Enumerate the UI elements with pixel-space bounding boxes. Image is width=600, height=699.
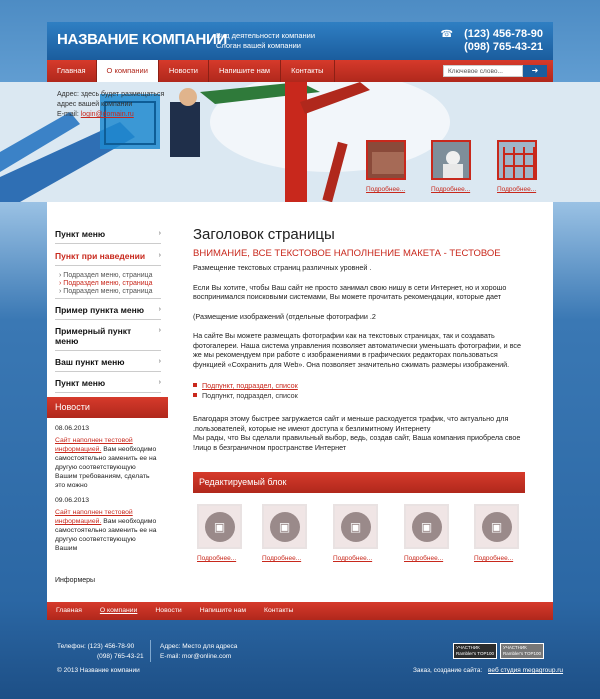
sidebar-item-1[interactable] bbox=[55, 226, 161, 244]
gallery-more-link[interactable]: Подробнее... bbox=[333, 555, 373, 562]
studio-link[interactable]: веб студия megagroup.ru bbox=[488, 667, 564, 674]
footer-email: E-mail: mor@online.com bbox=[160, 653, 232, 660]
footer-phone-1: (123) 456-78-90 bbox=[87, 643, 135, 650]
sidebar-item-label: Пункт при наведении bbox=[55, 251, 146, 261]
news-link[interactable]: Сайт наполнен тестовой bbox=[55, 437, 133, 444]
gallery-item-3[interactable] bbox=[333, 504, 378, 562]
header bbox=[47, 22, 553, 60]
news-item-1 bbox=[55, 424, 159, 490]
paragraph-5: Благодаря этому быстрее загружается сайт и меньше расходуется трафик, что актуально для .пользователей, которые не имеют доступа к безлимитному Интернету bbox=[193, 414, 509, 433]
gallery-image bbox=[333, 504, 378, 549]
email-label: E-mail: bbox=[57, 111, 79, 118]
list-item: Подпункт, подраздел, список bbox=[193, 391, 523, 400]
nav-item-contacts[interactable]: Контакты bbox=[281, 60, 334, 82]
chevron-right-icon: › bbox=[158, 252, 161, 259]
footer-contacts bbox=[160, 642, 237, 662]
footer-nav-write[interactable]: Напишите нам bbox=[199, 607, 247, 614]
copyright: © 2013 Название компании bbox=[57, 667, 140, 674]
sidebar-item-label-2: меню bbox=[55, 336, 79, 346]
sidebar-item-label: Пример пункта меню bbox=[55, 305, 145, 315]
nav-item-write[interactable]: Напишите нам bbox=[209, 60, 281, 82]
footer-nav-contacts[interactable]: Контакты bbox=[264, 607, 294, 614]
gallery-item-1[interactable] bbox=[197, 504, 242, 562]
alert-heading: ВНИМАНИЕ, ВСЕ ТЕКСТОВОЕ НАПОЛНЕНИЕ МАКЕТА - ТЕСТОВОЕ bbox=[193, 248, 501, 259]
footer-nav-about[interactable]: О компании bbox=[99, 607, 138, 614]
nav-item-about[interactable]: О компании bbox=[97, 60, 159, 82]
paragraph-6: Мы рады, что Вы сделали правильный выбор, ведь, создав сайт, Ваша компания приобрела свое !лицо в безграничном пространстве Интернет bbox=[193, 433, 521, 452]
header-phone-2: (098) 765-43-21 bbox=[464, 41, 543, 53]
phone-icon: ☎ bbox=[440, 29, 453, 40]
sidebar-subitem-2[interactable]: › Подраздел меню, страница bbox=[59, 280, 153, 287]
sidebar-subitem-3[interactable]: › Подраздел меню, страница bbox=[59, 288, 153, 295]
chevron-right-icon: › bbox=[158, 306, 161, 313]
news-link-2[interactable]: информацией. bbox=[55, 446, 102, 453]
news-text: Вам необходимо самостоятельно заменить ее на другую соответствующую Вашим требованиям, сделать это можно bbox=[55, 446, 157, 489]
sidebar-item-3[interactable] bbox=[55, 302, 161, 320]
sidebar-menu bbox=[55, 226, 161, 393]
hero-thumb-2[interactable] bbox=[431, 140, 471, 193]
gallery-more-link[interactable]: Подробнее... bbox=[474, 555, 514, 562]
sidebar-item-6[interactable] bbox=[55, 375, 161, 393]
address-line-1: Адрес: здесь будет размещаться bbox=[57, 91, 165, 98]
thumb-image bbox=[497, 140, 537, 180]
news-link-2[interactable]: информацией. bbox=[55, 518, 102, 525]
hero-banner bbox=[0, 82, 600, 202]
sidebar-item-label: Пункт меню bbox=[55, 378, 106, 388]
chevron-right-icon: › bbox=[158, 327, 161, 334]
gallery-image bbox=[474, 504, 519, 549]
search-input[interactable]: Ключевое слово... bbox=[443, 65, 523, 77]
paragraph-1: Размещение текстовых страниц различных уровней . bbox=[193, 263, 372, 272]
address-line-2: адрес вашей компании bbox=[57, 101, 133, 108]
sidebar-item-label: Пункт меню bbox=[55, 229, 106, 239]
page-title: Заголовок страницы bbox=[193, 226, 335, 243]
nav-item-news[interactable]: Новости bbox=[159, 60, 209, 82]
gallery-item-4[interactable] bbox=[404, 504, 449, 562]
news-text: Вам необходимо самостоятельно заменить ее на другую соответствующую Вашим bbox=[55, 518, 157, 552]
top-nav bbox=[47, 60, 553, 82]
gallery-more-link[interactable]: Подробнее... bbox=[197, 555, 237, 562]
camera-icon: ▣ bbox=[412, 512, 442, 542]
paragraph-3: (Размещение изображений (отдельные фотографии .2 bbox=[193, 311, 376, 321]
camera-icon: ▣ bbox=[482, 512, 512, 542]
footer-phone-2: (098) 765-43-21 bbox=[97, 653, 144, 660]
thumb-more-link[interactable]: Подробнее... bbox=[431, 186, 471, 193]
sidebar-subitem-1[interactable]: › Подраздел меню, страница bbox=[59, 272, 153, 279]
footer-divider bbox=[150, 640, 151, 662]
arrow-right-icon: ➜ bbox=[531, 66, 539, 75]
footer-address: Адрес: Место для адреса bbox=[160, 643, 238, 650]
sidebar-item-label: Примерный пункт bbox=[55, 326, 132, 336]
header-phones bbox=[464, 28, 543, 54]
company-activity: Вид деятельности компании bbox=[216, 31, 316, 40]
company-logo[interactable]: НАЗВАНИЕ КОМПАНИИ bbox=[57, 31, 227, 48]
footer-order bbox=[413, 666, 563, 676]
news-date: 09.06.2013 bbox=[55, 497, 90, 504]
main-content bbox=[193, 226, 523, 452]
chevron-right-icon: › bbox=[158, 358, 161, 365]
gallery-image bbox=[404, 504, 449, 549]
thumb-more-link[interactable]: Подробнее... bbox=[497, 186, 537, 193]
gallery-more-link[interactable]: Подробнее... bbox=[262, 555, 302, 562]
thumb-more-link[interactable]: Подробнее... bbox=[366, 186, 406, 193]
gallery-item-2[interactable] bbox=[262, 504, 307, 562]
chevron-right-icon: › bbox=[158, 230, 161, 237]
news-header: Новости bbox=[47, 397, 168, 418]
nav-item-home[interactable]: Главная bbox=[47, 60, 97, 82]
camera-icon: ▣ bbox=[270, 512, 300, 542]
rambler-badge-2[interactable]: УЧАСТНИК Rambler's TOP100 bbox=[500, 643, 544, 659]
news-item-2 bbox=[55, 496, 159, 553]
rambler-badge-1[interactable]: УЧАСТНИК Rambler's TOP100 bbox=[453, 643, 497, 659]
email-line bbox=[57, 110, 164, 120]
sidebar-submenu bbox=[55, 266, 161, 299]
paragraph-2: Если Вы хотите, чтобы Ваш сайт не просто занимал свою нишу в сети Интернет, но и хорошо воспринимался поисковыми системами, Вы можете прочитать рекомендации, которые дает bbox=[193, 282, 507, 301]
gallery-item-5[interactable] bbox=[474, 504, 519, 562]
footer-phone-label: Телефон: bbox=[57, 643, 86, 650]
hero-thumb-3[interactable] bbox=[497, 140, 537, 193]
email-link[interactable]: login@domain.ru bbox=[80, 111, 134, 118]
gallery-image bbox=[197, 504, 242, 549]
thumb-image bbox=[366, 140, 406, 180]
footer-order-text: Заказ, создание сайта: bbox=[413, 667, 483, 674]
tagline bbox=[216, 31, 315, 51]
news-link[interactable]: Сайт наполнен тестовой bbox=[55, 509, 133, 516]
search-button[interactable] bbox=[523, 65, 547, 77]
gallery-image bbox=[262, 504, 307, 549]
news-date: 08.06.2013 bbox=[55, 425, 90, 432]
footer-nav bbox=[47, 602, 553, 620]
company-address bbox=[57, 90, 164, 120]
paragraph-4: На сайте Вы можете размещать фотографии как на текстовых страницах, так и создавать фотогалереи. Наша система управления позволяет автоматически уменьшать фотографии, и все же мы рекомендуем при работе с изображениями в графических редакторах пользоваться функцией «Сохранить для Web». Она позволяет значительно сжимать размеры изображений. bbox=[193, 331, 522, 369]
sidebar-item-hover[interactable] bbox=[55, 248, 161, 266]
footer-phones bbox=[57, 642, 144, 662]
company-slogan: Слоган вашей компании bbox=[216, 41, 301, 50]
informers-label: Информеры bbox=[55, 577, 96, 584]
sidebar-item-5[interactable] bbox=[55, 354, 161, 372]
gallery-more-link[interactable]: Подробнее... bbox=[404, 555, 444, 562]
camera-icon: ▣ bbox=[341, 512, 371, 542]
sidebar-item-label: Ваш пункт меню bbox=[55, 357, 125, 367]
editable-block-header: Редактируемый блок bbox=[193, 472, 525, 493]
hero-thumb-1[interactable] bbox=[366, 140, 406, 193]
content-panel bbox=[47, 202, 553, 602]
chevron-right-icon: › bbox=[158, 379, 161, 386]
sidebar-item-4[interactable] bbox=[55, 323, 161, 351]
list-item-link[interactable]: Подпункт, подраздел, список bbox=[193, 381, 523, 390]
camera-icon: ▣ bbox=[205, 512, 235, 542]
footer-nav-news[interactable]: Новости bbox=[155, 607, 182, 614]
header-phone-1: (123) 456-78-90 bbox=[464, 28, 543, 40]
footer-nav-home[interactable]: Главная bbox=[56, 607, 82, 614]
thumb-image bbox=[431, 140, 471, 180]
